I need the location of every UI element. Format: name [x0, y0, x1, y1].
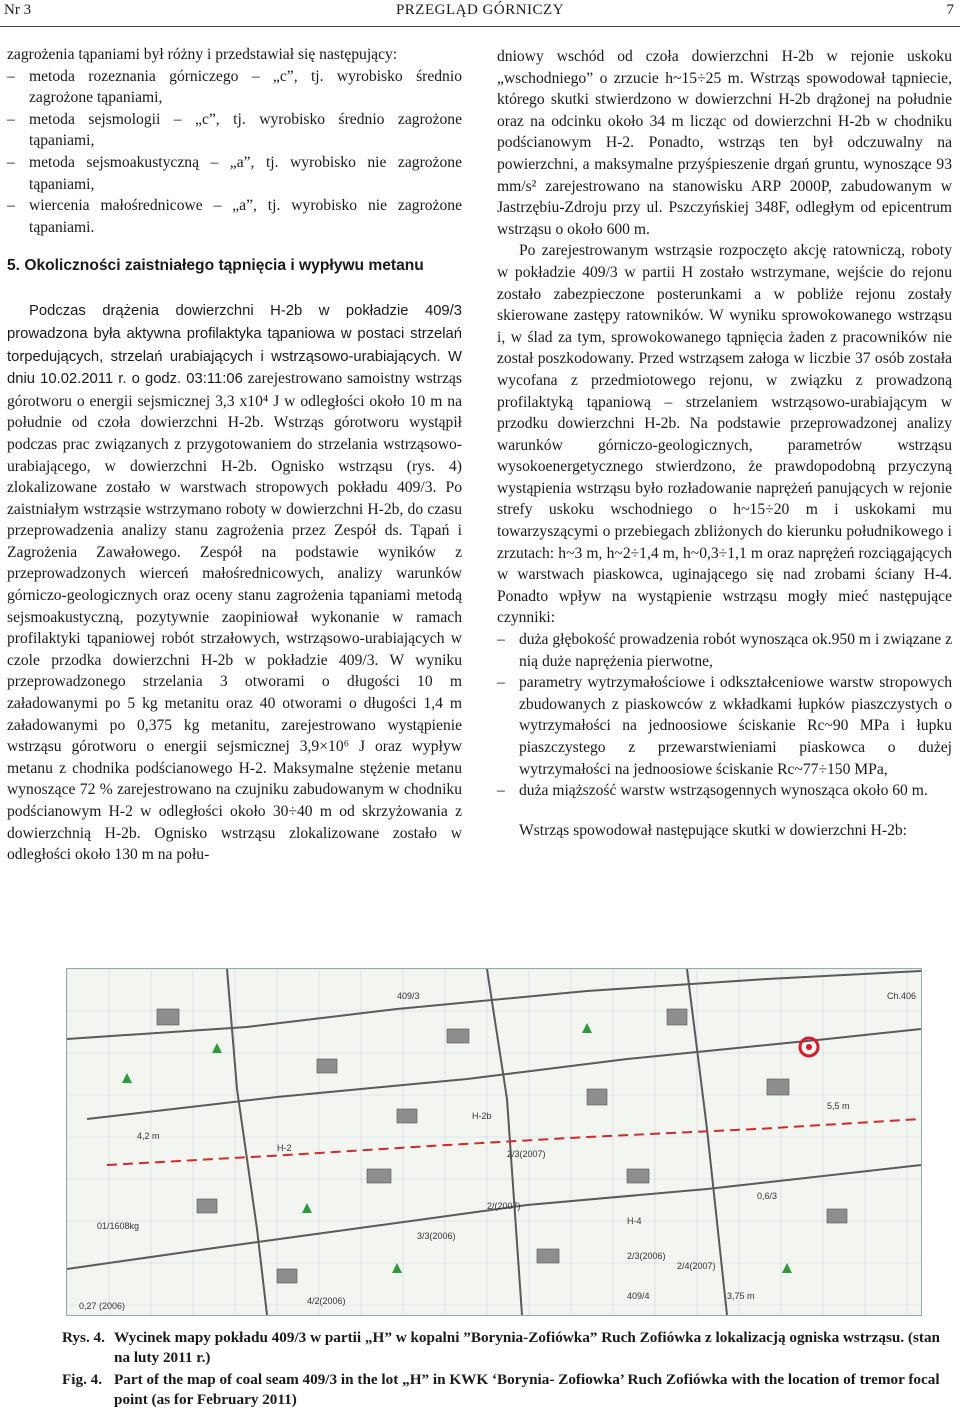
page-header: [0, 0, 960, 27]
body-paragraph: Wstrząs spowodował następujące skutki w dowierzchni H-2b:: [519, 821, 908, 839]
list-item: – metoda rozeznania górniczego – „c”, tj. wyrobisko średnio zagrożone tąpaniami,: [7, 66, 462, 109]
methods-list: [7, 66, 462, 239]
body-paragraph: Po zarejestrowanym wstrząsie rozpoczęto akcję ratowniczą, roboty w pokładzie 409/3 w partii H zostało wstrzymane, wejście do rejonu zostało zabezpieczone posterunkami a w pobliże rejonu zostały skierowane zastępy ratowników. W wyniku sprowokowanego wstrząsu i, w ślad za tym, sprowokowanego tąpnięcia żaden z pracowników nie został poszkodowany. Przed wstrząsem załoga w liczbie 37 osób została wycofana z przedmiotowego rejonu, w związku z prowadzoną profilaktyką tąpaniową – strzelaniem wstrząsowo-urabiającym w przodku dowierzchni H-2b. Na podstawie przeprowadzonej analizy warunków górniczo-geologicznych, parametrów wstrząsu wysokoenergetycznego stwierdzono, że prawdopodobną przyczyną wystąpienia wstrząsu było rozładowanie naprężeń panujących w rejonie strefy uskoku wschodniego o h~15÷20 m i uskokami mu towarzyszącymi o przebiegach zbliżonych do kierunku południkowego i zrzutach: h~3 m, h~2÷1,4 m, h~0,3÷1,1 m oraz naprężeń rozciągających w warstwach piaskowca, uginającego się nad zrobami ściany H-4. Ponadto wpływ na wystąpienie wstrząsu mogły mieć następujące czynniki:: [497, 242, 952, 627]
caption-label-en: Fig. 4.: [62, 1371, 103, 1388]
survey-marker: [212, 1043, 222, 1053]
map-label: Ch.406: [887, 991, 917, 1001]
list-item: – duża miąższość warstw wstrząsogennych wynosząca około 60 m.: [497, 780, 952, 802]
map-label: 2/3(2006): [627, 1251, 666, 1261]
figure-caption: [62, 1328, 942, 1412]
working-panel: [667, 1009, 687, 1025]
working-panel: [397, 1109, 417, 1123]
map-label: 3,75 m: [727, 1291, 755, 1301]
list-item: – parametry wytrzymałościowe i odkształceniowe warstw stropowych zbudowanych z piaskowców z wkładkami łupków piaszczystych o wytrzymałości na jednoosiowe ściskanie Rc~90 MPa i łupku piaszczystego z przewarstwieniami piaskowca o dużej wytrzymałości na jednoosiowe ściskanie Rc~77÷150 MPa,: [497, 672, 952, 780]
body-paragraph: dniowy wschód od czoła dowierzchni H-2b w rejonie uskoku „wschodniego” o zrzucie h~15÷25 m. Wstrząs spowodował tąpniecie, którego skutki stwierdzono w dowierzchni H-2b drążonej na południe oraz na odcinku około 34 m licząc od dowierzchni H-2b w chodniku podścianowym H-2. Ponadto, wstrząs ten był odczuwalny na powierzchni, a maksymalne przyśpieszenie drgań gruntu, wynoszące 93 mm/s² zarejestrowano na stanowisku ARP 2000P, zabudowanym w Jastrzębiu-Zdroju przy ul. Pszczyńskiej 348F, odległym od epicentrum wstrząsu o około 600 m.: [497, 48, 952, 238]
list-item: – metoda sejsmologii – „c”, tj. wyrobisko średnio zagrożone tąpaniami,: [7, 109, 462, 152]
issue-number: Nr 3: [4, 2, 32, 18]
list-item: – wiercenia małośrednicowe – „a”, tj. wyrobisko nie zagrożone tąpaniami.: [7, 195, 462, 238]
map-label: 409/4: [627, 1291, 650, 1301]
working-panel: [587, 1089, 607, 1105]
page-number: 7: [946, 2, 954, 18]
tremor-focus-center: [806, 1044, 812, 1050]
map-label: H-2: [277, 1143, 292, 1153]
map-label: 4/2(2006): [307, 1296, 346, 1306]
map-label: 4,2 m: [137, 1131, 160, 1141]
map-label: 2/3(2007): [507, 1149, 546, 1159]
methods-intro: zagrożenia tąpaniami był różny i przedstawiał się następujący:: [7, 46, 398, 63]
list-item: – metoda sejsmoakustyczną – „a”, tj. wyrobisko nie zagrożone tąpaniami,: [7, 152, 462, 195]
left-column: [7, 44, 462, 866]
section-heading: 5. Okoliczności zaistniałego tąpnięcia i wypływu metanu: [7, 257, 424, 275]
working-panel: [767, 1079, 789, 1095]
map-label: H-4: [627, 1216, 642, 1226]
map-label: 0,27 (2006): [79, 1301, 126, 1311]
seam-map-figure: [66, 968, 922, 1316]
survey-marker: [392, 1263, 402, 1273]
working-panel: [367, 1169, 391, 1183]
map-label: 2/(2007): [487, 1201, 521, 1211]
working-panel: [157, 1009, 179, 1025]
roadway-line: [67, 971, 921, 1039]
survey-marker: [582, 1023, 592, 1033]
working-panel: [537, 1249, 559, 1263]
working-panel: [277, 1269, 297, 1283]
map-label: 5,5 m: [827, 1101, 850, 1111]
paragraph-serif-part: zarejestrowano samoistny wstrząs górotworu o energii sejsmicznej 3,3 x10⁴ J w odległości około 10 m na południe od czoła dowierzchni H-2b. Wstrząs górotworu wystąpił podczas prac związanych z przygotowaniem do strzelania wstrząsowo-urabiającego, w dowierzchni H-2b. Ognisko wstrząsu (rys. 4) zlokalizowane zostało w warstwach stropowych pokładu 409/3. Po zaistniałym wstrząsie wstrzymano roboty w dowierzchni H-2b, do czasu przeprowadzenia analizy stanu zagrożenia przez Zespół ds. Tąpań i Zagrożenia Zawałowego. Zespół na podstawie wyników z przeprowadzonych wierceń małośrednicowych, analizy warunków górniczo-geologicznych oraz oceny stanu zagrożenia tąpaniami metodą sejsmoakustyczną, pozytywnie zaopiniował wykonanie w ramach profilaktyki tąpaniowej robót strzałowych, wstrząsowo-urabiających w czole przodka dowierzchni H-2b w pokładzie 409/3. W wyniku przeprowadzonego strzelania 3 otworami o długości 10 m załadowanymi po 5 kg metanitu oraz 40 otworami o długości 1,4 m załadowanymi po 0,375 kg metanitu, zarejestrowano wystąpienie wstrząsu górotworu o energii sejsmicznej 3,9×10⁶ J oraz wypływ metanu z chodnika podścianowego H-2. Maksymalne stężenie metanu wynoszące 72 % zarejestrowano na czujniku zabudowanym w chodniku podścianowym H-2 w odległości około 30÷40 m od skrzyżowania z dowierzchnią H-2b. Ognisko wstrząsu zlokalizowane zostało w odległości około 130 m na połu-: [7, 370, 462, 864]
working-panel: [317, 1059, 337, 1073]
map-label: 409/3: [397, 991, 420, 1001]
seam-map: [67, 969, 921, 1315]
map-label: 3/3(2006): [417, 1231, 456, 1241]
working-panel: [447, 1029, 469, 1043]
right-column: [497, 46, 952, 841]
map-label: H-2b: [472, 1111, 492, 1121]
list-item: – duża głębokość prowadzenia robót wynosząca ok.950 m i związane z nią duże naprężenia pierwotne,: [497, 629, 952, 672]
caption-label-pl: Rys. 4.: [62, 1329, 105, 1346]
survey-marker: [782, 1263, 792, 1273]
map-label: 2/4(2007): [677, 1261, 716, 1271]
factors-list: [497, 629, 952, 802]
map-label: 0,6/3: [757, 1191, 778, 1201]
caption-text-pl: Wycinek mapy pokładu 409/3 w partii „H” w kopalni ”Borynia-Zofiówka” Ruch Zofiówka z lokalizacją ogniska wstrząsu. (stan na luty 2011 r.): [114, 1329, 940, 1366]
map-label: 01/1608kg: [97, 1221, 140, 1231]
caption-text-en: Part of the map of coal seam 409/3 in the lot „H” in KWK ‘Borynia- Zofiowka’ Ruch Zofiówka with the location of tremor focal point (as for February 2011): [114, 1371, 940, 1408]
survey-marker: [122, 1073, 132, 1083]
working-panel: [827, 1209, 847, 1223]
roadway-line: [67, 1165, 921, 1269]
paragraph-sans-part: Podczas drążenia dowierzchni H-2b w pokładzie 409/3 prowadzona była aktywna profilaktyka tąpaniowa w postaci strzelań torpedujących, strzelań urabiających i wstrząsowo-urabiających. W dniu 10.02.2011 r. o godz. 03:11:06: [7, 303, 462, 388]
body-paragraph: [7, 300, 462, 865]
working-panel: [627, 1169, 649, 1183]
caption-pl: [62, 1328, 942, 1368]
caption-en: [62, 1370, 942, 1410]
working-panel: [197, 1199, 217, 1213]
journal-title: PRZEGLĄD GÓRNICZY: [395, 2, 565, 18]
survey-marker: [302, 1203, 312, 1213]
